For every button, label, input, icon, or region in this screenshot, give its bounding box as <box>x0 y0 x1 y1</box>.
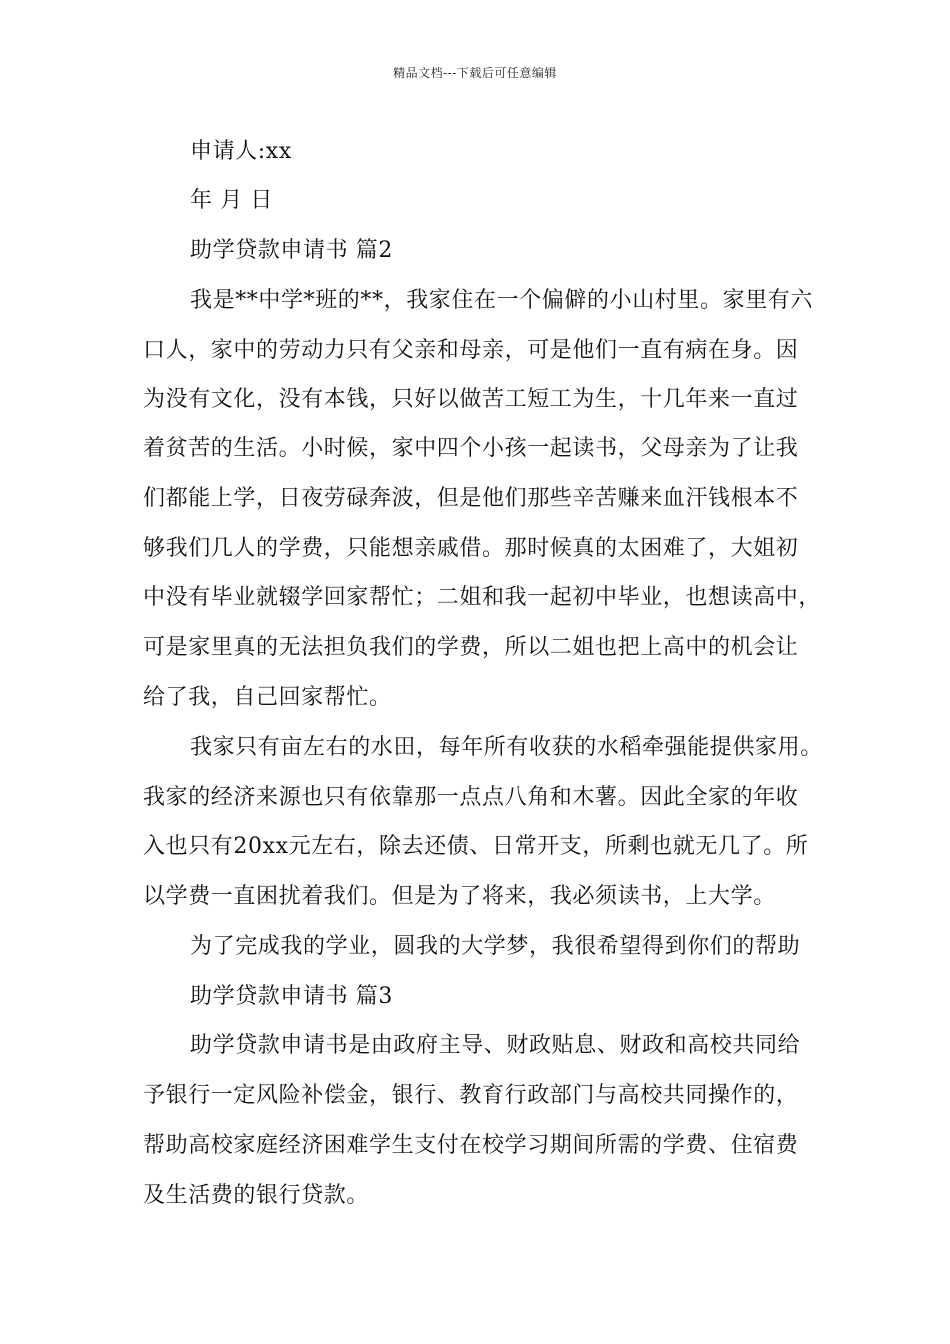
applicant-line: 申请人:xx <box>190 139 292 164</box>
paragraph-line: 助学贷款申请书是由政府主导、财政贴息、财政和高校共同给 <box>190 1033 801 1058</box>
paragraph-line: 我家的经济来源也只有依靠那一点点八角和木薯。因此全家的年收 <box>143 785 799 810</box>
paragraph-line: 我是**中学*班的**，我家住在一个偏僻的小山村里。家里有六 <box>190 288 814 313</box>
paragraph-line: 及生活费的银行贷款。 <box>143 1183 370 1208</box>
page-header: 精品文档---下载后可任意编辑 <box>393 66 557 80</box>
paragraph-line: 予银行一定风险补偿金，银行、教育行政部门与高校共同操作的， <box>143 1083 799 1108</box>
section-2-title: 助学贷款申请书 篇2 <box>190 238 393 263</box>
paragraph-line: 可是家里真的无法担负我们的学费，所以二姐也把上高中的机会让 <box>143 635 799 660</box>
section-3-title: 助学贷款申请书 篇3 <box>190 984 393 1009</box>
paragraph-line: 帮助高校家庭经济困难学生支付在校学习期间所需的学费、住宿费 <box>143 1133 799 1158</box>
paragraph-line: 们都能上学，日夜劳碌奔波，但是他们那些辛苦赚来血汗钱根本不 <box>143 486 799 511</box>
paragraph-line: 为没有文化，没有本钱，只好以做苦工短工为生，十几年来一直过 <box>143 387 799 412</box>
paragraph-line: 入也只有20xx元左右，除去还债、日常开支，所剩也就无几了。所 <box>143 834 809 859</box>
paragraph-line: 为了完成我的学业，圆我的大学梦，我很希望得到你们的帮助 <box>190 934 801 959</box>
paragraph-line: 我家只有亩左右的水田，每年所有收获的水稻牵强能提供家用。 <box>190 735 823 760</box>
paragraph-line: 着贫苦的生活。小时候，家中四个小孩一起读书，父母亲为了让我 <box>143 436 799 461</box>
paragraph-line: 以学费一直困扰着我们。但是为了将来，我必须读书，上大学。 <box>143 884 776 909</box>
paragraph-line: 口人，家中的劳动力只有父亲和母亲，可是他们一直有病在身。因 <box>143 338 799 363</box>
paragraph-line: 够我们几人的学费，只能想亲戚借。那时候真的太困难了，大姐初 <box>143 536 799 561</box>
date-line: 年 月 日 <box>190 188 273 213</box>
paragraph-line: 中没有毕业就辍学回家帮忙；二姐和我一起初中毕业，也想读高中， <box>143 585 822 610</box>
paragraph-line: 给了我，自己回家帮忙。 <box>143 685 392 710</box>
